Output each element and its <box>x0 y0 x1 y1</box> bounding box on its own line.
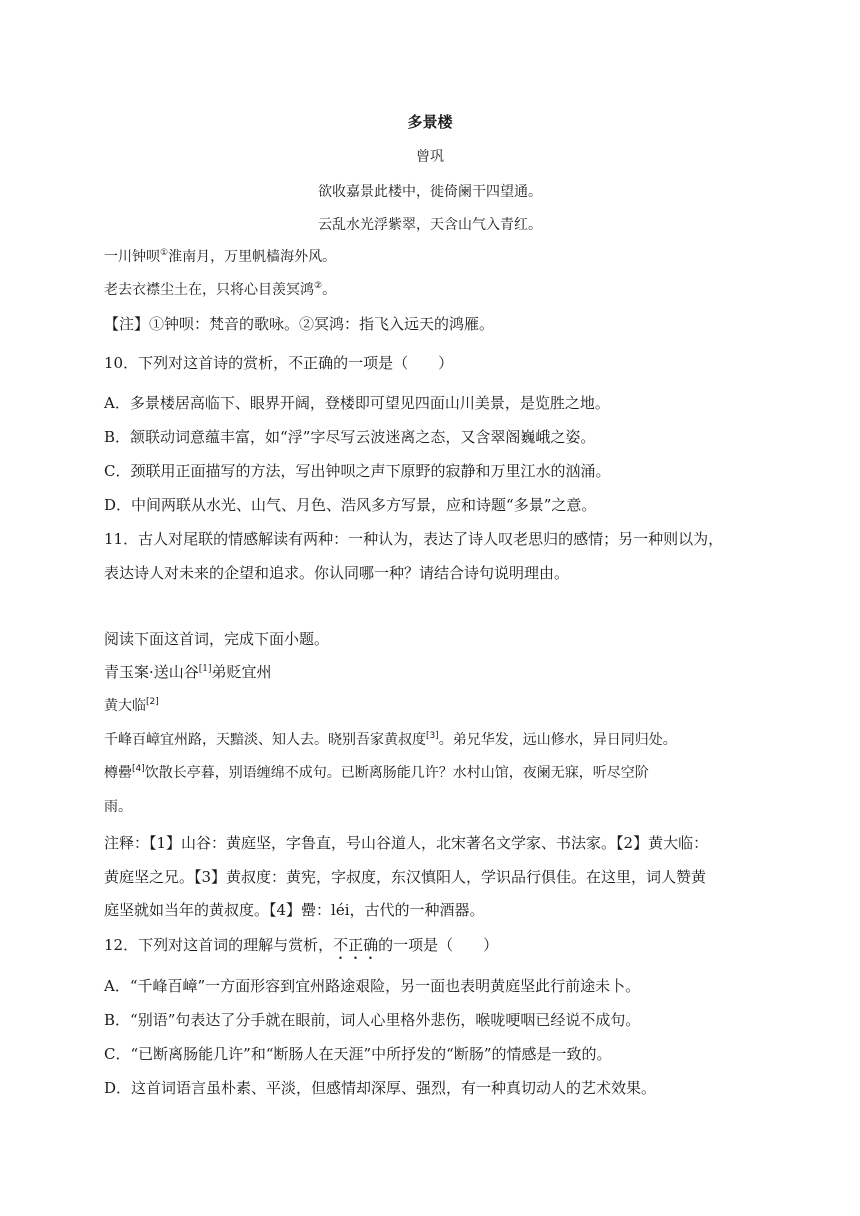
q10-option-b: B．颔联动词意蕴丰富，如“浮”字尽写云波迷离之态，又含翠阁巍峨之姿。 <box>104 428 596 446</box>
q10-option-d: D．中间两联从水光、山气、月色、浩风多方写景，应和诗题“多景”之意。 <box>104 496 597 514</box>
ci-note-3: 庭坚就如当年的黄叔度。【4】罍：léi，古代的一种酒器。 <box>104 901 485 919</box>
poem-note: 【注】①钟呗：梵音的歌咏。②冥鸿：指飞入远天的鸿雁。 <box>104 315 495 333</box>
footnote-marker: [3] <box>426 731 439 741</box>
ci-body-2: 樽罍[4]饮散长亭暮，别语缠绵不成句。已断离肠能几许？水村山馆，夜阑无寐，听尽空阶 <box>104 764 649 781</box>
q10-option-a: A．多景楼居高临下、眼界开阔，登楼即可望见四面山川美景，是览胜之地。 <box>104 394 610 412</box>
q12-option-c: C．“已断离肠能几许”和“断肠人在天涯”中所抒发的“断肠”的情感是一致的。 <box>104 1045 612 1063</box>
ci-title: 青玉案·送山谷[1]弟贬宜州 <box>104 663 272 681</box>
q12-option-a: A．“千峰百嶂”一方面形容到宜州路途艰险，另一面也表明黄庭坚此行前途未卜。 <box>104 977 641 995</box>
q12-stem: 12．下列对这首词的理解与赏析，不正确的一项是（ ） <box>104 936 499 954</box>
footnote-marker: ② <box>314 281 323 291</box>
poem-line-1: 欲收嘉景此楼中，徙倚阑干四望通。 <box>318 184 542 200</box>
poem-line-4: 老去衣襟尘土在，只将心目羡冥鸿②。 <box>104 281 337 298</box>
q11-line-2: 表达诗人对未来的企望和追求。你认同哪一种？请结合诗句说明理由。 <box>104 564 570 582</box>
ci-body-1: 千峰百嶂宜州路，天黯淡、知人去。晓别吾家黄叔度[3]。弟兄华发，远山修水，异日同归处。 <box>104 731 677 748</box>
q10-option-c: C．颈联用正面描写的方法，写出钟呗之声下原野的寂静和万里江水的汹涌。 <box>104 462 611 480</box>
ci-author: 黄大临[2] <box>104 697 159 714</box>
section-intro: 阅读下面这首词，完成下面小题。 <box>104 630 330 648</box>
ci-note-1: 注释：【1】山谷：黄庭坚，字鲁直，号山谷道人，北宋著名文学家、书法家。【2】黄大临： <box>104 834 709 852</box>
q11-line-1: 11．古人对尾联的情感解读有两种：一种认为，表达了诗人叹老思归的感情；另一种则以为， <box>104 530 724 548</box>
poem-line-3: 一川钟呗①淮南月，万里帆樯海外风。 <box>104 248 337 265</box>
poem-title: 多景楼 <box>407 113 453 131</box>
footnote-marker: [1] <box>198 664 212 674</box>
footnote-marker: [4] <box>132 764 145 774</box>
footnote-marker: ① <box>160 248 169 258</box>
poem-author: 曾巩 <box>416 149 444 165</box>
ci-note-2: 黄庭坚之兄。【3】黄叔度：黄宪，字叔度，东汉慎阳人，学识品行俱佳。在这里，词人赞黄 <box>104 868 707 886</box>
footnote-marker: [2] <box>146 697 159 707</box>
q12-option-d: D．这首词语言虽朴素、平淡，但感情却深厚、强烈，有一种真切动人的艺术效果。 <box>104 1079 657 1097</box>
emphasis-text: 不正确 <box>333 936 379 954</box>
poem-line-2: 云乱水光浮紫翠，天含山气入青红。 <box>318 217 542 233</box>
q10-stem: 10．下列对这首诗的赏析，不正确的一项是（ ） <box>104 354 454 372</box>
ci-body-3: 雨。 <box>104 799 132 815</box>
q12-option-b: B．“别语”句表达了分手就在眼前，词人心里格外悲伤，喉咙哽咽已经说不成句。 <box>104 1011 641 1029</box>
